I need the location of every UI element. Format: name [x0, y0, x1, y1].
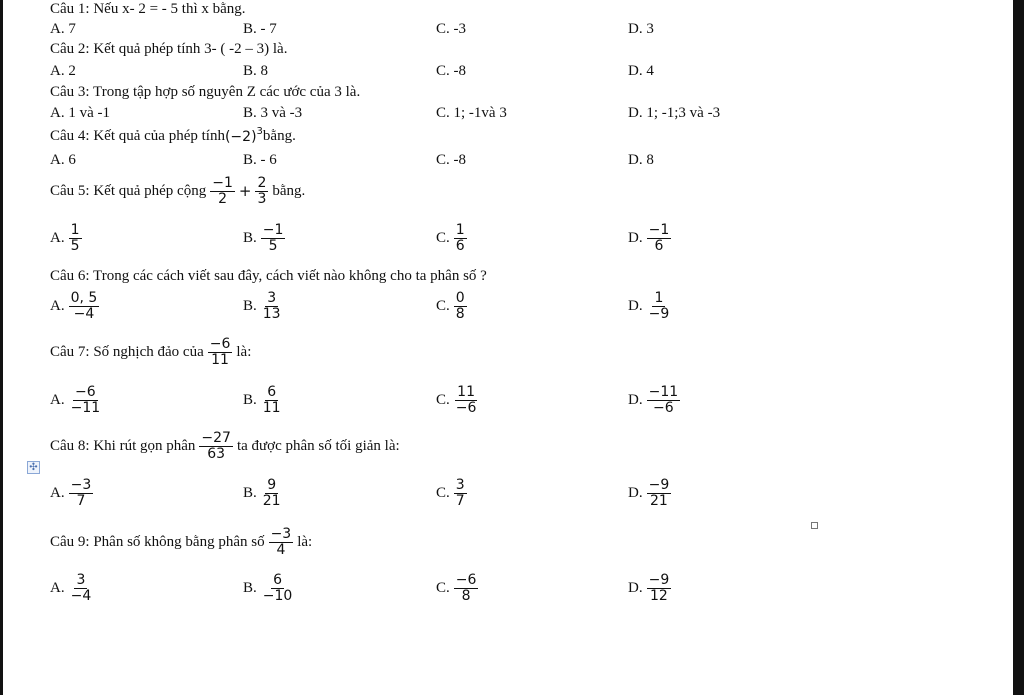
q4-option-d[interactable]: D. 8: [628, 152, 654, 168]
question-9: Câu 9: Phân số không bằng phân số $\frac{-3}{4}$ là:: [50, 526, 313, 558]
question-3-stem: Câu 3: Trong tập hợp số nguyên Z các ước của 3 là.: [50, 84, 361, 100]
fraction: $\frac{-27}{63}$: [201, 430, 231, 462]
q7-option-d[interactable]: D. $\frac{-11}{-6}$: [628, 384, 679, 416]
question-2: [50, 41, 287, 58]
q8-option-b[interactable]: B. $\frac{9}{21}$: [243, 477, 281, 509]
fraction: $\frac{3}{-4}$: [70, 572, 92, 604]
q4-option-b[interactable]: B. - 6: [243, 152, 277, 168]
q5-option-c[interactable]: C. $\frac{1}{6}$: [436, 222, 465, 254]
q1-option-d[interactable]: D. 3: [628, 21, 654, 37]
question-2-stem: Câu 2: Kết quả phép tính 3- ( -2 – 3) là.: [50, 41, 288, 57]
question-8: Câu 8: Khi rút gọn phân $\frac{-27}{63}$ ta được phân số tối giản là:: [50, 430, 400, 462]
fraction: $\frac{1}{6}$: [455, 222, 465, 254]
q3-option-a[interactable]: A. 1 và -1: [50, 105, 110, 121]
q6-option-c[interactable]: C. $\frac{0}{8}$: [436, 290, 465, 322]
q8-option-a[interactable]: A. $\frac{-3}{7}$: [50, 477, 92, 509]
fraction: $\frac{-1}{6}$: [648, 222, 670, 254]
fraction: $\frac{-6}{8}$: [455, 572, 477, 604]
q9-option-b[interactable]: B. $\frac{6}{-10}$: [243, 572, 293, 604]
q7-option-b[interactable]: B. $\frac{6}{11}$: [243, 384, 281, 416]
left-border: [0, 0, 3, 695]
q7-option-c[interactable]: C. $\frac{11}{-6}$: [436, 384, 477, 416]
q8-option-d[interactable]: D. $\frac{-9}{21}$: [628, 477, 670, 509]
fraction: $\frac{1}{-9}$: [648, 290, 670, 322]
q1-option-b[interactable]: B. - 7: [243, 21, 277, 37]
q3-option-c[interactable]: C. 1; -1và 3: [436, 105, 507, 121]
anchor-marker: [811, 522, 818, 529]
q4-option-a[interactable]: A. 6: [50, 152, 76, 168]
question-6: [50, 268, 487, 285]
q9-option-d[interactable]: D. $\frac{-9}{12}$: [628, 572, 670, 604]
fraction: $\frac{2}{3}$: [257, 175, 267, 207]
fraction: $\frac{-9}{21}$: [648, 477, 670, 509]
fraction: $\frac{0}{8}$: [455, 290, 465, 322]
q7-option-a[interactable]: A. $\frac{-6}{-11}$: [50, 384, 101, 416]
question-3: [50, 84, 360, 101]
fraction: $\frac{-11}{-6}$: [648, 384, 679, 416]
question-5: Câu 5: Kết quả phép cộng $\frac{-1}{2}$ + $\frac{2}{3}$ bằng.: [50, 175, 306, 207]
q9-option-a[interactable]: A. $\frac{3}{-4}$: [50, 572, 92, 604]
q5-option-a[interactable]: A. $\frac{1}{5}$: [50, 222, 80, 254]
right-border: [1013, 0, 1024, 695]
fraction: $\frac{-1}{2}$: [212, 175, 233, 207]
q1-option-a[interactable]: A. 7: [50, 21, 76, 37]
move-handle-icon[interactable]: ✣: [27, 461, 40, 474]
question-7: Câu 7: Số nghịch đảo của $\frac{-6}{11}$ là:: [50, 336, 252, 368]
fraction: $\frac{11}{-6}$: [455, 384, 477, 416]
q6-option-b[interactable]: B. $\frac{3}{13}$: [243, 290, 281, 322]
fraction: $\frac{1}{5}$: [70, 222, 80, 254]
question-1-stem: Câu 1: Nếu x- 2 = - 5 thì x bằng.: [50, 1, 246, 17]
q2-option-a[interactable]: A. 2: [50, 63, 76, 79]
fraction: $\frac{6}{11}$: [262, 384, 281, 416]
question-6-stem: Câu 6: Trong các cách viết sau đây, cách viết nào không cho ta phân số ?: [50, 268, 487, 284]
power-expression: $(-2)^3$: [224, 125, 263, 145]
q2-option-d[interactable]: D. 4: [628, 63, 654, 79]
fraction: $\frac{0, 5}{-4}$: [70, 290, 98, 322]
q2-option-c[interactable]: C. -8: [436, 63, 466, 79]
q2-option-b[interactable]: B. 8: [243, 63, 269, 79]
q5-option-d[interactable]: D. $\frac{-1}{6}$: [628, 222, 670, 254]
fraction: $\frac{9}{21}$: [262, 477, 281, 509]
fraction: $\frac{3}{7}$: [455, 477, 465, 509]
q4-option-c[interactable]: C. -8: [436, 152, 466, 168]
q3-option-b[interactable]: B. 3 và -3: [243, 105, 303, 121]
q9-option-c[interactable]: C. $\frac{-6}{8}$: [436, 572, 477, 604]
q6-option-d[interactable]: D. $\frac{1}{-9}$: [628, 290, 670, 322]
fraction: $\frac{-6}{-11}$: [70, 384, 101, 416]
fraction: $\frac{-3}{7}$: [70, 477, 92, 509]
q8-option-c[interactable]: C. $\frac{3}{7}$: [436, 477, 465, 509]
fraction: $\frac{3}{13}$: [262, 290, 281, 322]
fraction: $\frac{-3}{4}$: [270, 526, 292, 558]
fraction: $\frac{-1}{5}$: [262, 222, 284, 254]
fraction: $\frac{-9}{12}$: [648, 572, 670, 604]
q6-option-a[interactable]: A. $\frac{0, 5}{-4}$: [50, 290, 98, 322]
q1-option-c[interactable]: C. -3: [436, 21, 466, 37]
fraction: $\frac{6}{-10}$: [262, 572, 293, 604]
fraction: $\frac{-6}{11}$: [209, 336, 231, 368]
question-1: [50, 1, 246, 18]
question-4: Câu 4: Kết quả của phép tính $(-2)^3$ bằng.: [50, 125, 296, 145]
q5-option-b[interactable]: B. $\frac{-1}{5}$: [243, 222, 284, 254]
q3-option-d[interactable]: D. 1; -1;3 và -3: [628, 105, 721, 121]
